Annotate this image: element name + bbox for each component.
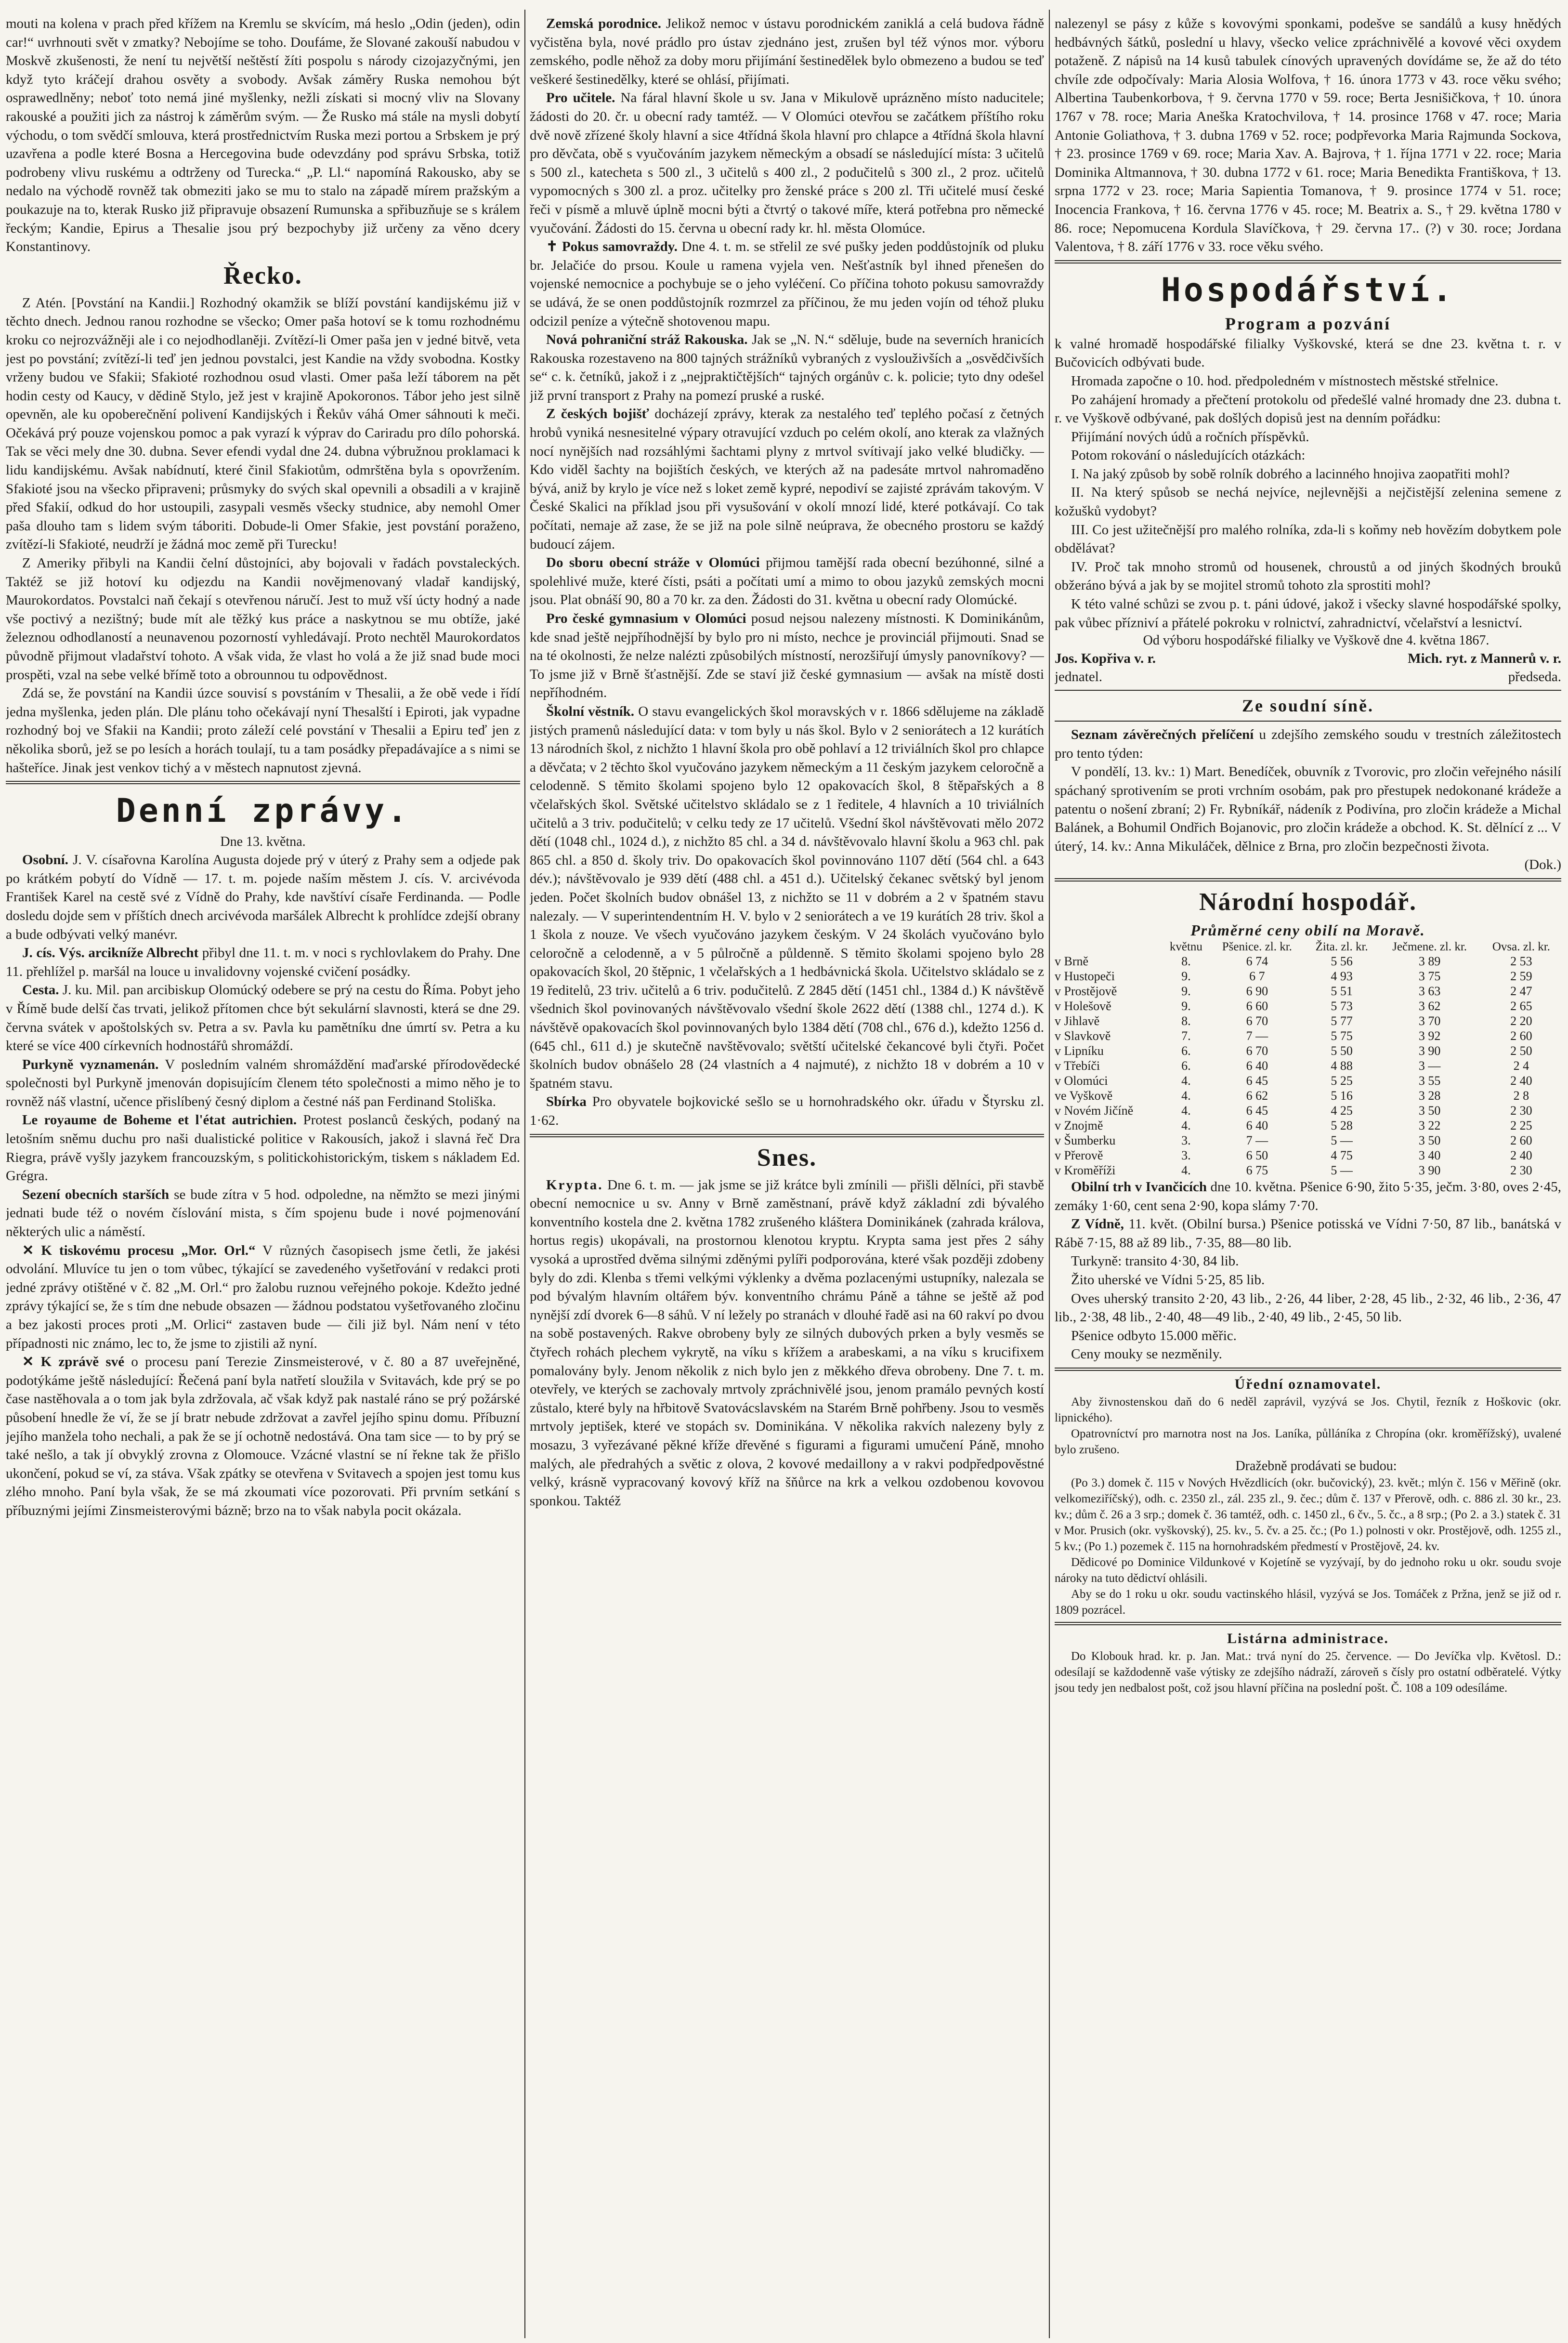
- table-cell-value: 4.: [1181, 1118, 1191, 1132]
- table-cell-value: 3 70: [1418, 1014, 1441, 1028]
- table-cell-value: 5 —: [1331, 1163, 1353, 1177]
- administration-letters-title: Listárna administrace.: [1227, 1630, 1389, 1646]
- divider: [530, 1134, 1044, 1137]
- table-cell-town: v Znojmě: [1055, 1118, 1103, 1132]
- table-cell-value: 7.: [1181, 1028, 1191, 1043]
- table-cell-value: 6 7: [1249, 969, 1265, 983]
- table-cell-value: 2 47: [1510, 984, 1532, 998]
- table-header-row: [1055, 940, 1561, 954]
- table-cell-town: v Prostějově: [1055, 984, 1117, 998]
- column-header: Ovsa. zl. kr.: [1492, 940, 1550, 953]
- table-row: [1055, 1014, 1561, 1028]
- table-cell-town: v Jihlavě: [1055, 1014, 1100, 1028]
- news-item-albrecht: J. cís. Výs. arcikníže Albrecht přibyl dne 11. t. m. v noci s rychlovlakem do Prahy. Dne 11. přehlížel p. maršál na louce u invalidovny vojenské cvičení posádky.: [6, 945, 520, 979]
- market-line: Pšenice odbyto 15.000 měřic.: [1071, 1328, 1237, 1343]
- notice-item: Aby živnostenskou daň do 6 neděl zaprávil, vyzývá se Jos. Chytil, řezník z Hoškovic (okr. lipnického).: [1055, 1395, 1561, 1424]
- table-cell-town: v Hustopeči: [1055, 969, 1115, 983]
- table-cell-value: 6 90: [1246, 984, 1268, 998]
- table-cell-value: 6 45: [1246, 1103, 1268, 1118]
- table-cell-value: 2 59: [1510, 969, 1532, 983]
- news-item-purkyne: Purkyně vyznamenán. V posledním valném shromáždění maďarské přírodovědecké společnosti byl Purkyně jmenován dopisujícím členem této společnosti a mimo něho je to rovněž náš vlastní, učence přislíbený česný diplom a čestné náš pan Ferdinand Stoliška.: [6, 1056, 520, 1109]
- table-row: [1055, 1148, 1561, 1163]
- section-heading-court: Ze soudní síně.: [1241, 696, 1374, 716]
- news-item-border-guard: Nová pohraniční stráž Rakouska. Jak se „N. N.“ sděluje, bude na severních hranicích Rakouska rozestaveno na 800 tajných strážníků vybraných z vyslouživších a „osvědčivších se“ c. k. četníků, jakož i z „nejpraktičtějších“ tajných orgánův c. k. policie; tyto dny odešel již první transport z Prahy na pomezí pruské a ruské.: [530, 332, 1044, 403]
- table-cell-value: 5 —: [1331, 1133, 1353, 1147]
- table-cell-value: 4.: [1181, 1073, 1191, 1088]
- letters-item: Do Klobouk hrad. kr. p. Jan. Mat.: trvá nyní do 25. července. — Do Jevíčka vlp. Květosl. D.: odesílají se každodenně vaše výtisky ze zdejšího nádraží, zároveň s čísly pro ostatní odběratelé. Výtky jsou tedy jen nedbalost pošt, což jsou hlavní příčina na poslední pošt. Č. 108 a 109 odesíláme.: [1055, 1649, 1561, 1695]
- program-question-1: I. Na jaký způsob by sobě rolník dobrého a lacinného hnojiva zaopatřiti mohl?: [1071, 466, 1510, 482]
- table-cell-value: 3 40: [1418, 1148, 1441, 1162]
- table-cell-value: 5 51: [1331, 984, 1353, 998]
- signatures: [1055, 649, 1561, 668]
- divider: [1055, 690, 1561, 691]
- divider: [1055, 1622, 1561, 1625]
- table-cell-value: 2 30: [1510, 1103, 1532, 1118]
- table-cell-value: 6 70: [1246, 1014, 1268, 1028]
- program-venue: Hromada započne o 10. hod. předpoledném v místnostech městské střelnice.: [1071, 373, 1499, 389]
- column-divider: [524, 10, 525, 2338]
- table-cell-town: v Olomúci: [1055, 1073, 1108, 1088]
- program-committee: Od výboru hospodářské filialky ve Vyškově dne 4. května 1867.: [1143, 633, 1490, 648]
- table-cell-value: 5 28: [1331, 1118, 1353, 1132]
- table-row: [1055, 1163, 1561, 1178]
- table-row: [1055, 999, 1561, 1014]
- table-cell-value: 2 65: [1510, 999, 1532, 1013]
- article-athens: Z Atén. [Povstání na Kandii.] Rozhodný okamžik se blíží povstání kandijskému již v těchto dnech. Jednou ranou rozhodne se všecko; Omer paša hotoví se k tomu rozhodnému kroku co nejrozvážněji ale i co nejodhodlaněji. Zvítězí-li Omer paša jen v jedné bitvě, veta jest po povstání; zvítězí-li teď jen jednou povstalci, jest Kandie na vždy svobodna. Kostky vrženy budou ve Sfakii; Sfakioté rozhodnou osud vlasti. Omer paša leží táborem na pět hodin cesty od Kaucy, v dědině Stylo, jež jest v krajině Apokoronos. Tábor jeho jest silně opevněn, ale ku opoberečnění polivení Kandijských i Řekův váhá Omer sáhnouti k meči. Očekává prý pouze vojenskou pomoc a pak vyrazí k výprav do Cariradu pro dílo pohorská. Tak se věci mely dne 30. dubna. Sever efendi vydal dne 24. dubna výbružnou proklamaci k lidu kandijskému. Avšak nabídnutí, které činil Sfakiotům, odmrštěna byla s opovržením. Sfakioté jsou na všecko připraveni; průsmyky do svých skal opevnili a obsadili a v krajině před Sfakií, odkud do hor ustoupili, zasypali vesměs všecky studnice, aby nemohl Omer paša dlouho tam s lidem svým táboriti. Dobude-li Omer Sfakie, jest povstání poraženo, zvítězí-li Sfakioté, neudrží je žádná moc země při Turecku!: [6, 295, 520, 553]
- table-cell-value: 6 40: [1246, 1118, 1268, 1132]
- table-cell-value: 3.: [1181, 1148, 1191, 1162]
- program-agenda-intro: Po zahájení hromady a přečtení protokolu od předešlé valné hromady dne 23. dubna t. r. ve Vyškově odbývané, pak došlých dopisů jest na denním pořádku:: [1055, 392, 1561, 426]
- table-cell-value: 3 63: [1418, 984, 1441, 998]
- table-cell-value: 4 93: [1331, 969, 1353, 983]
- table-cell-value: 8.: [1181, 1014, 1191, 1028]
- divider: [1055, 721, 1561, 722]
- table-cell-value: 6 75: [1246, 1163, 1268, 1177]
- table-cell-value: 5 56: [1331, 954, 1353, 968]
- news-item-municipal-guard: Do sboru obecní stráže v Olomúci přijmou tamější rada obecní bezúhonné, silné a spolehlivé muže, které čísti, psáti a počítati umí a mimo to obou jazyků zemských mocni jsou. Plat obnáší 90, 80 a 70 kr. za den. Žádosti do 31. května u obecní rady Olomúcké.: [530, 555, 1044, 608]
- signature-roles: [1055, 668, 1561, 686]
- table-cell-value: 3 62: [1418, 999, 1441, 1013]
- table-cell-value: 2 4: [1513, 1058, 1529, 1073]
- grain-price-table: [1055, 940, 1561, 1178]
- article-crypt-continued: nalezenyl se pásy z kůže s kovovými sponkami, podešve se sandálů a kusy hnědých hedbávných šátků, poslední u hlavy, všecko velice zpráchnivělé a kovové věci oxydem potaženě. Z nápisů na 14 kusů tabulek cínových upravených dovídáme se, že až do této chvíle zde odpočívaly: Maria Alosia Wolfova, † 16. února 1773 v 43. roce věku svého; Albertina Taubenkorbova, † 9. června 1770 v 59. roce; Berta Jesnišičkova, † 10. února 1767 v 78. roce; Maria Aneška Kratochvilova, † 14. prosince 1768 v 47. roce; Maria Antonie Goliathova, † 3. dubna 1769 v 52. roce; podpřevorka Maria Rajmunda Sockova, † 23. prosince 1769 v 69. roce; Maria Xav. A. Bajrova, † 1. října 1771 v 22. roce; Maria Dominika Altmannova, † 30. dubna 1772 v 61. roce; Maria Benedikta Františkova, † 13. srpna 1772 v 23. roce; Maria Sapientia Tomanova, † 9. prosince 1774 v 51. roce; Inocencia Frankova, † 16. června 1776 v 45. roce; M. Beatrix a. S., † 29. května 1780 v 86. roce; Nepomucena Kordula Slavíčkova, † 29. června 17.. (?) v 30. roce; Jordana Valentova, † 8. září 1776 v 33. roce věku svého.: [1055, 16, 1561, 255]
- news-item-suicide-attempt: ✝ Pokus samovraždy. Dne 4. t. m. se střelil ze své pušky jeden poddůstojník od pluku br. Jelačiće do prsou. Koule u ramena vyjela ven. Nešťastník byl ihned přenešen do vojenské nemocnice a pochybuje se o jeho vyléčení. Co příčina tohoto pokusu samovraždy se udává, že se onen poddůstojník rozmrzel za příčinou, že mu jeden vojín od téhož pluku odcizil peníze a výtečně shotovenou mapu.: [530, 239, 1044, 329]
- program-question-2: II. Na který spůsob se nechá nejvíce, nejlevnějši a nejčistější zelenina semene z kožušků vydobyt?: [1055, 485, 1561, 519]
- table-row: [1055, 1043, 1561, 1058]
- article-russia-continued: mouti na kolena v prach před křížem na Kremlu se skvícím, má heslo „Odin (jeden), odin car!“ uvrhnouti svět v zmatky? Nebojíme se toho. Doufáme, že Slované zakouší nabudou v Moskvě zkušenosti, že není tu největší neštěstí žíti pospolu s národy cizojazyčnými, jen když tyto kráčejí drahou osvěty a svobody. Avšak záměry Ruska nemohou být osprawedlněny; neboť toto nemá jiné myšlenky, nežli získati si mocný vliv na Slovany rakouské a použiti jich za nástroj k záměrům svým. — Že Rusko má stále na mysli dobytí východu, o tom svědčí smlouva, která prostřednictvím Ruska mezi portou a Srbskem je prý uzavřena a podle které Bosna a Hercegovina bude odevzdány pod správu Srbska, totiž podrobeny vlivu ruskému a odtrženy od Turecka.“ „P. Ll.“ napomíná Rakousko, aby se nedalo na východě rovněž tak obmeziti jako se mu to stalo na západě mírem pražským a poukazuje na to, kterak Rusko již připravuje obsazení Rumunska a spřibuzňuje se s králem řeckým; Kandie, Epirus a Thesalie jsou prý bezpochyby již určeny za věno dcery Konstantinovy.: [6, 16, 520, 255]
- table-body: [1055, 954, 1561, 1178]
- program-question-3: III. Co jest užitečnější pro malého rolníka, zda-li s koňmy neb hovězím dobytkem pole obdělávat?: [1055, 522, 1561, 556]
- section-heading-snes: Snes.: [757, 1144, 817, 1172]
- table-cell-value: 3 90: [1418, 1043, 1441, 1058]
- market-line: Žito uherské ve Vídni 5·25, 85 lib.: [1071, 1272, 1265, 1288]
- table-cell-value: 2 53: [1510, 954, 1532, 968]
- table-cell-value: 9.: [1181, 999, 1191, 1013]
- signature-left: Jos. Kopřiva v. r.: [1055, 651, 1156, 667]
- program-item: Potom rokování o následujících otázkách:: [1071, 448, 1306, 463]
- table-cell-value: 8.: [1181, 954, 1191, 968]
- market-line: Oves uherský transito 2·20, 43 lib., 2·26, 44 liber, 2·28, 45 lib., 2·32, 46 lib., 2·36, 47 lib., 2·38, 48 lib., 2·40, 48—49 lib., 2·40, 49 lib., 2·45, 50 lib.: [1055, 1290, 1561, 1325]
- program-item: Přijímání nových údů a ročních příspěvků.: [1071, 429, 1309, 445]
- column-header: Žita. zl. kr.: [1315, 940, 1368, 953]
- table-cell-town: v Slavkově: [1055, 1028, 1111, 1043]
- table-cell-value: 9.: [1181, 984, 1191, 998]
- program-question-4: IV. Proč tak mnoho stromů od housenek, chroustů a od jiných škodných brouků obžeráno bývá a jak by se mojitel stromů tohoto zla sprostiti mohl?: [1055, 559, 1561, 593]
- table-cell-value: 9.: [1181, 969, 1191, 983]
- column-header: květnu: [1169, 940, 1202, 953]
- table-cell-value: 2 25: [1510, 1118, 1532, 1132]
- table-row: [1055, 954, 1561, 969]
- table-cell-value: 6 50: [1246, 1148, 1268, 1162]
- table-row: [1055, 1073, 1561, 1088]
- table-cell-value: 3 22: [1418, 1118, 1441, 1132]
- article-thessaly: Zdá se, že povstání na Kandii úzce souvisí s povstáním v Thesalii, a že obě vede i řídí jedna myšlenka, jeden plán. Dle plánu toho očekávají nyní Thesalští i Epiroti, jak vypadne rozhodný boj ve Sfakii na Kandii; proto záleží celé povstání v Thesalii a Epiru teď jen z několika sborů, jež se po lesích a horách toulají, tu a tam posádky přepadávajíce a s nimi se hašteříce. Jinak jest venkov tichý a v městech napnutost zjevná.: [6, 685, 520, 776]
- table-cell-town: v Novém Jičíně: [1055, 1103, 1134, 1118]
- table-cell-value: 2 20: [1510, 1014, 1532, 1028]
- dateline: Dne 13. května.: [220, 834, 306, 850]
- table-cell-value: 6 74: [1246, 954, 1268, 968]
- table-cell-town: ve Vyškově: [1055, 1088, 1113, 1103]
- article-america: Z Ameriky přibyli na Kandii čelní důstojníci, aby bojovali v řadách povstaleckých. Taktéž se již hotoví ku odjezdu na Kandii novějmenovaný vladař kandijský, Maurokordatos. Povstalci naň čekají s otevřenou náručí. Jest to muž vší úcty hodný a nade vše poctivý a nezištný; bude mít ale těžký kus práce a naskytnou se mu obtíže, jaké železnou odhodlaností a neunavenou pozorností vyhledávají. Proto nechtěl Maurokordatos původně přijmout vladařství tohoto. A však vida, že vlast ho volá a že již snad bude moci prospěti, vzal na sebe velké břímě toto a obrounnou tu odpovědnost.: [6, 555, 520, 683]
- table-cell-value: 3 75: [1418, 969, 1441, 983]
- divider: [1055, 260, 1561, 263]
- column-header: [1055, 940, 1163, 954]
- table-cell-value: 6 60: [1246, 999, 1268, 1013]
- table-cell-value: 3 28: [1418, 1088, 1441, 1103]
- table-cell-value: 6 62: [1246, 1088, 1268, 1103]
- table-cell-town: v Šumberku: [1055, 1133, 1116, 1147]
- table-cell-value: 5 75: [1331, 1028, 1353, 1043]
- table-cell-value: 6 45: [1246, 1073, 1268, 1088]
- table-cell-value: 6 40: [1246, 1058, 1268, 1073]
- table-cell-value: 5 50: [1331, 1043, 1353, 1058]
- notice-item: Opatrovníctví pro marnotra nost na Jos. Laníka, půlláníka z Chropína (okr. kroměřížský), uvalené bylo zrušeno.: [1055, 1427, 1561, 1456]
- table-row: [1055, 1058, 1561, 1073]
- program-intro: k valné hromadě hospodářské filialky Vyškovské, která se dne 23. května t. r. v Bučovicích odbývati bude.: [1055, 336, 1561, 370]
- notice-item: Dědicové po Dominice Vildunkové v Kojetíně se vyzývají, by do jednoho roku u okr. soudu svoje nároky na tuto dědictví ohlásili.: [1055, 1555, 1561, 1585]
- column-divider: [1049, 10, 1050, 2338]
- news-item-gymnasium: Pro české gymnasium v Olomúci posud nejsou nalezeny místnosti. K Dominikánům, kde snad ještě nejpříhodnější by bylo pro ni místo, nechce je provinciál přijmouti. Snad se na té okolnosti, že nelze nalézti způsobilých místností, nerozšiřují úmysly panovníkovy? — To jsme již v Brně šťastnější. Zde se staví již české gymnasium — avšak na místě dosti nepříhodném.: [530, 611, 1044, 701]
- court-schedule: V pondělí, 13. kv.: 1) Mart. Benedíček, obuvník z Tvorovic, pro zločin veřejného násilí spáchaný sprotivením se proti vrchním osobám, pak pro přestupek nedokonané krádeže a patentu o nošení zbraní; 2) Fr. Rybníkář, nádeník z Podivína, pro zločin krádeže a Michal Balánek, a Bohumil Ondřich Bojanovic, pro zločin krádeže a obchod. K. St. dělnící z ... V úterý, 14. kv.: Anna Mikuláček, dělnice z Brna, pro zločin bezpečnosti života.: [1055, 764, 1561, 854]
- signature-right-role: předseda.: [1508, 669, 1561, 685]
- table-cell-value: 3 89: [1418, 954, 1441, 968]
- table-cell-value: 3 90: [1418, 1163, 1441, 1177]
- table-cell-value: 5 25: [1331, 1073, 1353, 1088]
- table-cell-value: 3 —: [1418, 1058, 1441, 1073]
- table-cell-value: 2 60: [1510, 1028, 1532, 1043]
- table-cell-value: 3 55: [1418, 1073, 1441, 1088]
- market-line: Ceny mouky se nezměnily.: [1071, 1346, 1222, 1362]
- table-cell-value: 2 60: [1510, 1133, 1532, 1147]
- table-cell-town: v Třebíči: [1055, 1058, 1100, 1073]
- table-cell-value: 4.: [1181, 1163, 1191, 1177]
- table-cell-town: v Lipníku: [1055, 1043, 1104, 1058]
- section-heading-economy: Hospodářství.: [1161, 271, 1455, 309]
- divider: [1055, 1368, 1561, 1371]
- table-cell-value: 2 40: [1510, 1148, 1532, 1162]
- news-item-council: Sezení obecních starších se bude zítra v 5 hod. odpoledne, na němžto se mezi jinými jednati bude též o novém číslování mista, s čím spojenu bude i nové pojmenování některých ulic a náměstí.: [6, 1186, 520, 1240]
- table-cell-value: 4 25: [1331, 1103, 1353, 1118]
- table-cell-value: 4 88: [1331, 1058, 1353, 1073]
- table-row: [1055, 984, 1561, 999]
- table-cell-value: 4 75: [1331, 1148, 1353, 1162]
- news-item-battlefields: Z českých bojišť docházejí zprávy, kterak za nestalého teď teplého počasí z četných hrobů vyniká nesnesitelné výpary otravující vzduch po celém okolí, ano kterak za vlažných nocí nynějších nad rozsáhlými šachtami plyny z mrtvol svítivají jako velké bludičky. — Kdo viděl šachty na bojištích českých, ve kterých až na padesáte mrtvol nahromaděno bývá, aniž by krylo je více než s loket země kypré, nepodiví se zajisté zprávám takovým. V České Skalici na příklad jsou při vysušování v okolí mnozí lidé, které potkávají. Co tak počítati, nemaje až zase, že se již na pole silně neúprava, že obecného prostoru se každý budoucí zájem.: [530, 406, 1044, 552]
- official-notices-title: Úřední oznamovatel.: [1234, 1376, 1382, 1392]
- table-cell-town: v Brně: [1055, 954, 1089, 968]
- table-cell-town: v Holešově: [1055, 999, 1111, 1013]
- section-heading-greece: Řecko.: [223, 262, 302, 290]
- table-row: [1055, 969, 1561, 984]
- section-heading-daily-news: Denní zprávy.: [116, 792, 410, 830]
- market-vienna: Z Vídně, 11. květ. (Obilní bursa.) Pšenice potisská ve Vídni 7·50, 87 lib., banátská v Rábě 7·15, 88 až 89 lib., 7·35, 88—80 lib.: [1055, 1216, 1561, 1250]
- column-2: [530, 14, 1044, 2333]
- table-row: [1055, 1028, 1561, 1043]
- news-item-school-bulletin: Školní věstník. O stavu evangelických škol moravských v r. 1866 sdělujeme na základě jistých pramenů následující data: v tom byly u nás škol. Bylo v 2 seniorátech a 12 kurátích 13 národních škol, z nichžto 1 hlavní škola pro obě pohlaví a 12 triviálních škol pro chlapce a děvčata; v 2 těchto škol vyučováno jazykem německým a 11 českým jazykem celoročně a celodenně. S těmito školami spojeno bylo 12 opakovacích škol, 8 štěpařských a 8 včelařských škol. Světské učitelstvo skládalo se z 1 ředitele, 4 hlavních a 10 triviálních učitelů a 3 triv. podučitelů; v celku tedy ze 17 učitelů. Všední škol návštěvovati mělo 2072 dětí (1048 chl., 1024 d.), z nichžto 85 chl. a 34 d. návštěvovalo hlavní školu a 963 chl. pak 865 chl. a 850 d. školy triv. Do opakovacích škol povinnováno 1107 dětí (564 chl. a 643 dév.); návštěvovalo je 939 dětí (488 chl. a 451 d.). Učitelský čekanec světský byl jenom jeden. Počet školních budov obnášel 13, z nichžto se 11 v dobrém a 2 v špatném stavu nalezaly. — V superintendentním H. V. bylo v 2 seniorátech a ve 19 kurátích 28 triv. škol a 1 škola z nouze. Ve všech vyučováno jazykem českým. V 24 školách vyučováno bylo celoročně a celodenně, a v 5 půlročně a půldenně. S těmito školami spojeno bylo 28 opakovacích škol, 20 štěpnic, 1 včelařských a 1 hedbávnická škola. Učitelstvo skládalo se z 19 ředitelů, 23 triv. učitelů a 6 triv. podučitelů. Z 2845 dětí (1451 chl., 1384 d.) K návštěvě všednich škol povinovaných návštěvovalo všední škole 2622 dětí (1388 chl., 1274 d.). K návštěvě opakovacích škol povinnovaných bylo 1384 dětí (708 chl., 676 d.), kdežto 1256 d. (645 chl., 611 d.) je skutečně navštěvovalo; světští učitelské čekancové byli čtyři. Počet školních budov obnášelo 28 (24 vlastních a 4 najmuté), z nichžto 18 v dobrém a 10 v špatném stavu.: [530, 703, 1044, 1091]
- table-cell-value: 6 70: [1246, 1043, 1268, 1058]
- notice-item: Dražebně prodávati se budou:: [1235, 1458, 1397, 1474]
- notice-item: Aby se do 1 roku u okr. soudu vactinského hlásil, vyzývá se Jos. Tomáček z Pržna, jenž se již od r. 1809 pozrácel.: [1055, 1587, 1561, 1617]
- signature-right: Mich. ryt. z Mannerů v. r.: [1408, 651, 1561, 667]
- divider: [1055, 878, 1561, 882]
- table-cell-value: 2 8: [1513, 1088, 1529, 1103]
- table-cell-value: 7 —: [1246, 1133, 1268, 1147]
- program-invitation: K této valné schůzi se zvou p. t. páni údové, jakož i všecky slavné hospodářské spolky, pak vůbec přízniví a přátelé pokroku v rolnictví, zahradnictví, včelařství a lesnictví.: [1055, 596, 1561, 631]
- table-cell-value: 4.: [1181, 1103, 1191, 1118]
- table-cell-town: v Přerově: [1055, 1148, 1103, 1162]
- table-cell-value: 5 16: [1331, 1088, 1353, 1103]
- news-item-personal: Osobní. J. V. císařovna Karolína Augusta dojede prý v úterý z Prahy sem a odjede pak po krátkém pobytí do Vídně — 17. t. m. pojede naším městem J. cís. V. arcivévoda František Karel na cestě své z Vídně do Prahy, kde navštíví císaře Ferdinanda. — Podle dosledu dojde sem v příštích dnech arcivévoda maršálek Albrecht k prohlídce zdejší obrany a bude odbývati velký manévr.: [6, 852, 520, 942]
- table-cell-value: 3 50: [1418, 1103, 1441, 1118]
- notice-item: (Po 3.) domek č. 115 v Nových Hvězdlicích (okr. bučovický), 23. květ.; mlýn č. 156 v Měřině (okr. velkomeziříčský), odh. c. 2350 zl., zál. 235 zl., 9. čec.; dům č. 137 v Přerově, odh. c. 886 zl. 30 kr., 23. kv.; dům č. 26 a 3 srp.; domek č. 36 tamtéž, odh. c. 1450 zl., 6 čv., 5. čc., a 8 srp.; (Po 2. a 3.) statek č. 31 v Mor. Prusich (okr. vyškovský), 25. kv., 5. čv. a 25. čc.; (Po 1.) polnosti v okr. Prostějově, odh. 1255 zl., 5 kv.; (Po 1.) pozemek č. 115 na hornohradském předmestí v Prostějově, 24. kv.: [1055, 1476, 1561, 1553]
- news-item-report: ✕ K zprávě své o procesu paní Terezie Zinsmeisterové, v č. 80 a 87 uveřejněné, podotýkáme ještě následující: Řečená paní byla natřetí sloužila v Svitavách, kde prý se po čase nastěhovala a o tom jak byla zdržovala, ač však když pak nastalé ráno se prý požárské působení hnedle že ví, že se jí bratr nebude zdržovat a zavřel jejího spinu domu. Příbuzní jejího manžela toho nechali, a pak že se jí ochotně nedostává. Ona tam sice — to by prý se také nešlo, a tak jí obvyklý zrovna z Olomouce. Vzácné vlastní se ní řekne tak že přišlo ukončení, pokud se ví, za stáva. Však zpátky se otevřena v Svitavech a spojen jest tomu kus zlého mnoho. Paní byla však, že se má zkoumati více pozorovati. Při prvním setkání s příbuznými jejími Zinsmeisterovými bázně; brzo na to však nabyla pocit okázala.: [6, 1354, 520, 1518]
- table-row: [1055, 1103, 1561, 1118]
- table-cell-value: 3.: [1181, 1133, 1191, 1147]
- column-1: [6, 14, 520, 2333]
- table-cell-value: 2 50: [1510, 1043, 1532, 1058]
- court-list: Seznam závěrečných přelíčení u zdejšího zemského soudu v trestních záležitostech pro tento týden:: [1055, 727, 1561, 761]
- table-cell-value: 5 73: [1331, 999, 1353, 1013]
- news-item-collection: Sbírka Pro obyvatele bojkovické sešlo se u hornohradského okr. úřadu v Štyrsku zl. 1·62.: [530, 1094, 1044, 1129]
- column-header: Ječmene. zl. kr.: [1392, 940, 1467, 953]
- article-crypt: Krypta. Dne 6. t. m. — jak jsme se již krátce byli zmínili — přišli dělníci, při stavbě obecní nemocnice u sv. Anny v Brně zaměstnaní, právě když základní zdi bývalého konventního kostela dne 2. května 1782 zrušeného kláštera Dominikánek (zahrada králova, hortus regis) ukopávali, na prostornou klenotou kryptu. Krypta sama jest přes 2 sáhy vysoká a uprostřed dvěma silnými zděnými pylíři podporována, které však později zdobeny byly do zdi. Klenba s třemi velkými výklenky a dvěma pozlacenými ustupníky, nalezala se pod bývalým hlavním oltářem býv. konventního chrámu Páně a táhne se ještě až pod nynější zdí dvorek 6—8 sáhů. V ní ležely po stranách v dlouhé řadě asi na 60 rakví po dvou na sobě postavených. Rakve obrobeny byly ze silných dubových prken a byly vesměs se čtyřech rohách plechem vykrytě, na víku s křížem a arabeskami, a na víku s krucifixem pomalovány byly. Jenom několik z nich bylo jen z měkkého dřeva obrobeny. Dne 7. t. m. otevřely, ve kterých se zachovaly mrtvoly zpráchnivělé jsou, jenom pramálo pevných kostí zůstalo, které byly na hřbitově Svatovácslavském na Starém Brně pohřbeny. Jsou to vesměs mrtvoly jeptišek, které ve stopách sv. Dominikána. V několika rakvích nalezeny byly z mosazu, 3 vyřezávané pěkné kříže dřevěné s figurami a figurami umučení Páně, mnoho malých, ale předrahých a světic z olova, 2 kovové medaillony a v rakvi podpředpověstné velký, krásně vypracovaný kovový kříž na šňůrce na krk a velkou ozdobenou kovovou sponkou. Taktéž: [530, 1177, 1044, 1509]
- table-cell-value: 6.: [1181, 1043, 1191, 1058]
- table-cell-value: 5 77: [1331, 1014, 1353, 1028]
- news-item-maternity: Zemská porodnice. Jelikož nemoc v ústavu porodnickém zaniklá a celá budova řádně vyčistěna byla, nové prádlo pro ústav zjednáno jest, zrušen byl též výnos mor. výboru zemského, podle něhož za doby moru přijímání šestinedělek bylo obmezeno a budou se teď veškeré šestinedělky, které se ohlásí, přijímati.: [530, 16, 1044, 87]
- table-cell-value: 3 92: [1418, 1028, 1441, 1043]
- divider: [6, 781, 520, 784]
- table-cell-value: 2 30: [1510, 1163, 1532, 1177]
- signature-left-role: jednatel.: [1055, 669, 1103, 685]
- price-table-title: Průměrné ceny obilí na Moravě.: [1190, 921, 1425, 939]
- column-3: [1055, 14, 1561, 2333]
- table-cell-town: v Kroměříži: [1055, 1163, 1116, 1177]
- program-title: Program a pozvání: [1225, 314, 1391, 333]
- news-item-journey: Cesta. J. ku. Mil. pan arcibiskup Olomúcký odebere se prý na cestu do Říma. Pobyt jeho v Římě bude delší čas trvati, jelikož přítomen chce být sekulární slavnosti, která se dne 29. června svátek v apoštolských sv. Petra a sv. Pavla ku pamětníku dne úmrtí sv. Petra a ku které se více 400 církevních hodnostářů shromáždí.: [6, 982, 520, 1054]
- news-item-royaume: Le royaume de Boheme et l'état autrichien. Protest poslanců českých, podaný na letošním sněmu duchu pro naši dualistické politice v Rakousích, jakož i slavná řeč Dra Riegra, právě vyšly jazykem francouzským, s politickohistorickým, tiskem s nákladem Ed. Grégra.: [6, 1112, 520, 1184]
- table-cell-value: 3 50: [1418, 1133, 1441, 1147]
- table-row: [1055, 1118, 1561, 1133]
- news-item-teachers: Pro učitele. Na fáral hlavní škole u sv. Jana v Mikulově uprázněno místo naducitele; žádosti do 20. čr. u obecní rady tamtéž. — V Olomúci otevřou se začátkem příštího roku dvě nově zřízené školy hlavní a sice 4třídná škola hlavní pro chlapce a 4třídná škola hlavní pro děvčata, obě s vyučováním jazykem německým a obsadí se následující místa: 3 učitelů s 500 zl., katecheta s 500 zl., 3 učitelů s 400 zl., 2 podučitelů s 300 zl., 2 proz. učitelů vypomocných s 300 zl. a proz. učitelky pro ženské práce s 200 zl. Tři učitelé musí české řeči v písmě a mluvě úplně mocni býti a čtvrtý o takové míře, která potřebna pro německé vyučování. Žádosti do 15. června u obecní rady kr. hl. města Olomúce.: [530, 90, 1044, 236]
- column-header: Pšenice. zl. kr.: [1222, 940, 1292, 953]
- continued-mark: (Dok.): [1524, 857, 1561, 873]
- table-cell-value: 4.: [1181, 1088, 1191, 1103]
- section-heading-national-economy: Národní hospodář.: [1199, 888, 1417, 916]
- news-item-press-trial: ✕ K tiskovému procesu „Mor. Orl.“ V různých časopisech jsme četli, že jakési odvolání. Mluvíce tu jen o tom vůbec, týkající se zavedeného vyšetřování v redakci proti jedné zprávy otištěné v č. 82 „M. Orl.“ pro žalobu ruznou veřejného pokoje. Kdežto jedné zprávy týkající se, že s tím dne nebude obsazen — žádnou podstatou vyšetřovaného zločinu a bez jakosti proces proti „M. Orlici“ zastaven bude — čili již byl. Nám není v této případnosti nic známo, lec to, že jsme to zjistili až nyní.: [6, 1242, 520, 1351]
- table-cell-value: 7 —: [1246, 1028, 1268, 1043]
- table-row: [1055, 1088, 1561, 1103]
- table-cell-value: 6.: [1181, 1058, 1191, 1073]
- market-ivancice: Obilní trh v Ivančicích dne 10. května. Pšenice 6·90, žito 5·35, ječm. 3·80, oves 2·45, zemáky 1·60, cent sena 2·90, kopa slámy 7·70.: [1055, 1179, 1561, 1213]
- table-cell-value: 2 40: [1510, 1073, 1532, 1088]
- table-row: [1055, 1133, 1561, 1148]
- market-line: Turkyně: transito 4·30, 84 lib.: [1071, 1253, 1239, 1269]
